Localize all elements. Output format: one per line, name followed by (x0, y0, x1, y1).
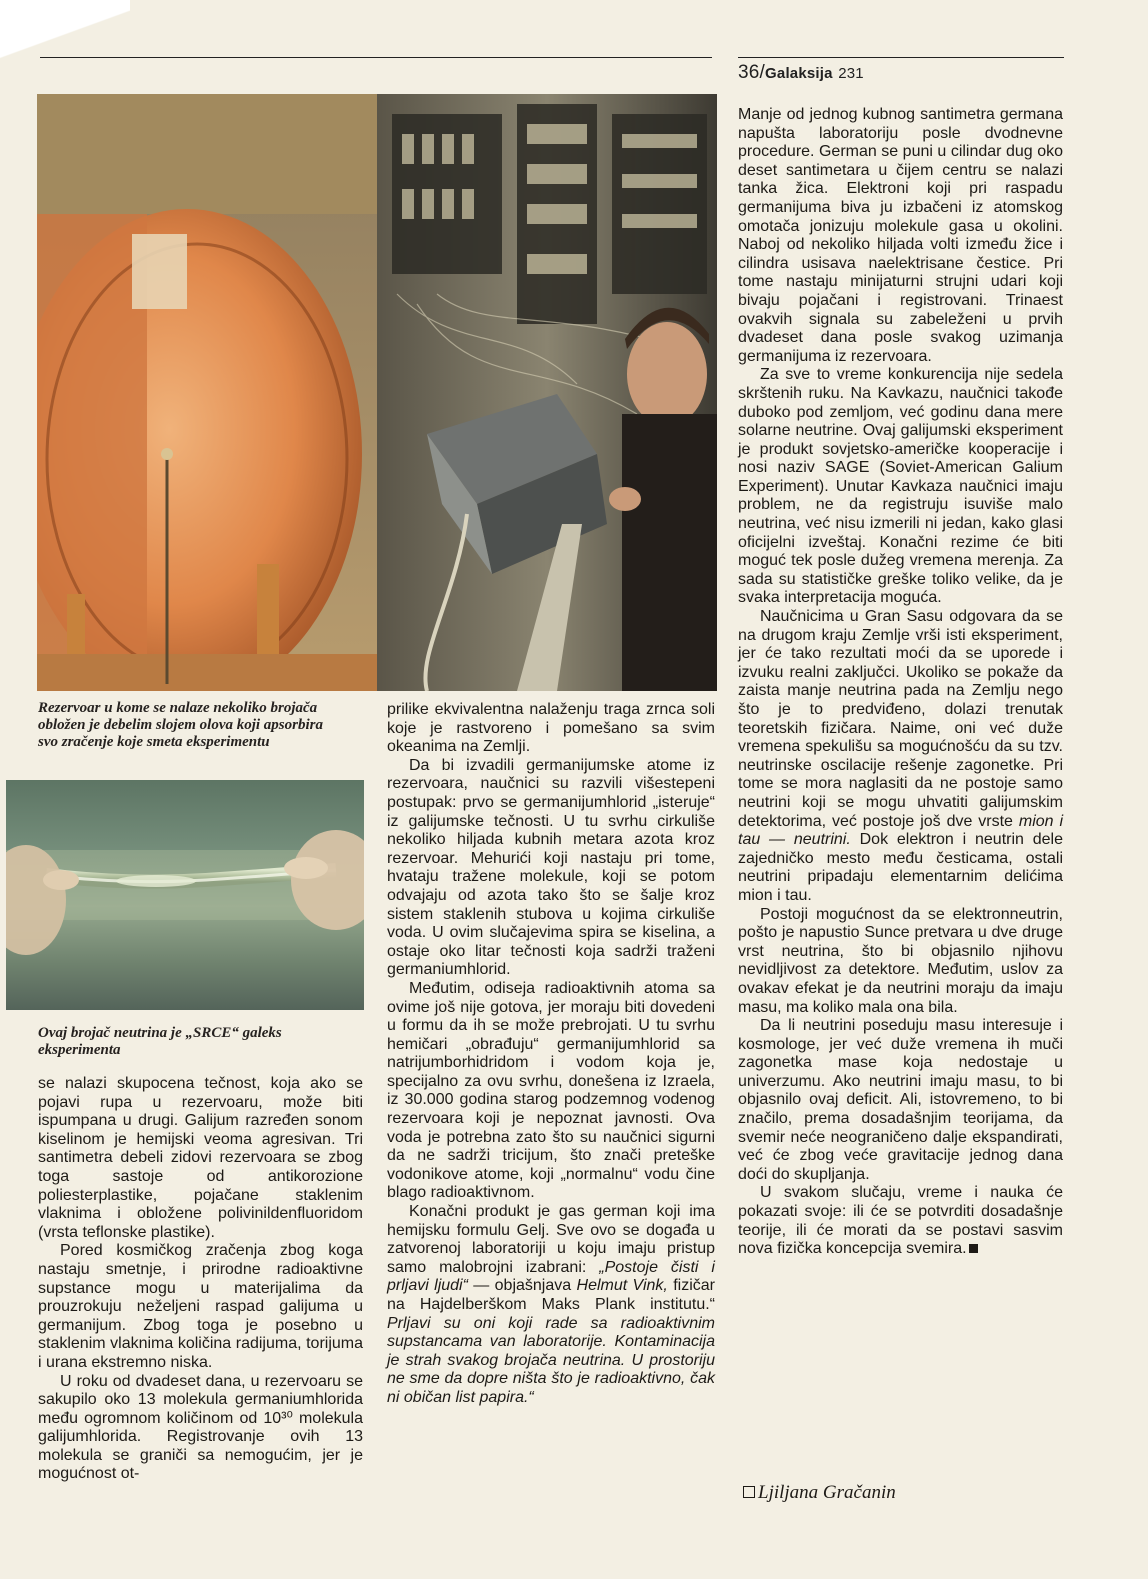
header-rule-right (738, 57, 1064, 58)
column-3-text: Naučnicima u Gran Sasu odgovara da se na drugom kraju Zemlje vrši isti eksperiment, jer će tako rezultati moći da se uporede i izvuku realni zaključci. Ukoliko se pokaže da zaista manje neutrina pada na Zemlju nego što je to predviđeno, dolazi trenutak teoretskih fizičara. Naime, oni već duže vremena spekulišu sa mogućnošću da su tzv. neutrinske oscilacije rešenje zagonetke. Pri tome se mora naglasiti da ne postoje samo neutrini koji se mogu uhvatiti galijumskim detektorima, već postoje još dve vrste (738, 608, 1063, 830)
column-3-text: U svakom slučaju, vreme i nauka će pokazati svoje: ili će se potvrditi dosadašnje teorije, ili će morati da se postavi sasvim nova fizička koncepcija svemira. (738, 1184, 1063, 1258)
column-3-paragraph (738, 608, 1063, 906)
column-2-paragraph: prilike ekvivalentna nalaženju traga zrnca soli koje je rastvoreno i pomešano sa svim okeanima na Zemlji. (387, 701, 715, 756)
photo-tank-laboratory (37, 94, 717, 691)
magazine-name: Galaksija (765, 65, 833, 82)
column-2-paragraph (387, 1203, 715, 1408)
emphasis-text: mion i tau — neutrini. (738, 812, 1064, 849)
quote-text: „Postoje čisti i prljavi ljudi“ (387, 1258, 715, 1295)
column-1-paragraph: Pored kosmičkog zračenja zbog koga nastaju smetnje, i prirodne radioaktivne supstance mogu u materijalima da prouzrokuju neželjeni raspad galijuma u germanijum. Zbog toga je posebno u staklenim vlaknima količina radijuma, torijuma i urana ekstremno niska. (38, 1242, 363, 1371)
article-column-1 (38, 1075, 363, 1484)
byline-box-icon (743, 1486, 755, 1498)
column-2-text: — objašnjava (467, 1277, 577, 1295)
column-2-text: fizičar na Hajdelberškom Maks Plank institutu.“ (387, 1277, 715, 1313)
folio-slash: / (759, 62, 766, 83)
header-rule-left (40, 57, 712, 58)
column-2-text: Konačni produkt je gas german koji ima hemijsku formulu Gelj. Sve ovo se događa u zatvorenoj laboratoriji u koju imaju pristup samo malobrojni izabrani: (387, 1203, 715, 1276)
quoted-name: Helmut Vink, (576, 1277, 668, 1295)
quote-text: Prljavi su oni koji rade sa radioaktivnim supstancama van laboratorije. Kontaminacija je strah svakog brojača neutrina. U prostoriju ne sme da dopre ništa što je radioaktivno, čak ni običan list papira.“ (387, 1314, 715, 1406)
page-folio (738, 62, 864, 84)
author-name: Ljiljana Gračanin (758, 1482, 896, 1503)
column-3-paragraph: Za sve to vreme konkurencija nije sedela skrštenih ruku. Na Kavkazu, naučnici takođe duboko pod zemljom, već godinu dana mere solarne neutrine. Ovaj galijumski eksperiment je produkt sovjetsko-američke kooperacije i nosi naziv SAGE (Soviet-American Galium Experiment). Unutar Kavkaza naučnici imaju problem, ne da registruju isuviše malo neutrina, već nisu izmerili ni jedan, kako glasi oficijelni izveštaj. Konačni rezime će biti moguć tek posle dužeg vremena merenja. Za sada su statističke greške toliko velike, da je svaka interpretacija moguća. (738, 366, 1063, 607)
column-3-text: Dok elektron i neutrin dele zajedničko mesto među česticama, ostali neutrini pripadaju elementarnim delićima mion i tau. (738, 831, 1064, 904)
column-3-paragraph (738, 1184, 1063, 1258)
article-column-2 (387, 701, 715, 1408)
column-3-paragraph: Da li neutrini poseduju masu interesuje i kosmologe, jer već duže vremena ih muči zagonetka mase koja nedostaje u univerzumu. Ako neutrini imaju masu, to bi objasnilo ovaj deficit. Ali, istovremeno, to bi značilo, prema dosadašnjim teorijama, da svemir neće neograničeno dalje ekspandirati, već će zbog veće gravitacije jednog dana doći do skupljanja. (738, 1017, 1063, 1183)
column-3-paragraph: Manje od jednog kubnog santimetra germana napušta laboratoriju posle dvodnevne procedure. German se puni u cilindar dug oko deset santimetara u čijem centru se nalazi tanka žica. Elektroni koji pri raspadu germanijuma biva ju izbačeni iz atomskog omotača jonizuju molekule gasa u okolini. Naboj od nekoliko hiljada volti između žice i cilindra usisava naelektrisane čestice. Pri tome nastaju minijaturni strujni udari koji bivaju pojačani i registrovani. Trinaest ovakvih signala su zabeleženi u prvih dvadeset dana posle svakog uzimanja germanijuma iz rezervoara. (738, 106, 1063, 365)
article-column-3 (738, 106, 1063, 1259)
column-2-paragraph: Da bi izvadili germanijumske atome iz rezervoara, naučnici su razvili višestepeni postupak: prvo se germanijumhlorid „isteruje“ iz galijumske tečnosti. U tu svrhu cirkuliše nekoliko hiljada kubnih metara azota kroz rezervoar. Mehurići koji nastaju pri tome, hvataju tražene molekule, koji se potom odvajaju od azota tako što se šalje kroz sistem staklenih stubova u kojima cirkuliše voda. U ovim slučajevima spira se kiselina, a ostaje oko litar tečnosti koja sadrži traženi germaniumhlorid. (387, 756, 715, 979)
column-3-paragraph: Postoji mogućnost da se elektronneutrin, pošto je napustio Sunce pretvara u dve druge vrst neutrina, što bi objasnilo njihovu nevidljivost za detektore. Međutim, uslov za ovakav efekat je da neutrini moraju da imaju masu, ma koliko mala ona bila. (738, 905, 1063, 1016)
end-of-article-mark (969, 1244, 978, 1253)
photo-small-caption: Ovaj brojač neutrina je „SRCE“ galeks eksperimenta (38, 1025, 282, 1058)
column-1-paragraph: U roku od dvadeset dana, u rezervoaru se sakupilo oko 13 molekula germaniumhlorida među ogromnom količinom od 10³⁰ molekula galijumhlorida. Registrovanje ovih 13 molekula se graniči sa nemogućim, jer je mogućnost ot- (38, 1372, 363, 1483)
column-1-paragraph: se nalazi skupocena tečnost, koja ako se pojavi rupa u rezervoaru, može biti ispumpana u drugi. Galijum razređen sonom kiselinom je hemijski veoma agresivan. Tri santimetra debeli zidovi rezervoara se zbog toga sastoje od antikorozione poliesterplastike, pojačane staklenim vlaknima i obložene polivinildenfluoridom (vrsta teflonske plastike). (38, 1075, 363, 1241)
column-2-paragraph: Međutim, odiseja radioaktivnih atoma sa ovime još nije gotova, jer moraju biti dovedeni u formu da ih se može prebrojati. U tu svrhu hemičari „obrađuju“ germanijumhlorid sa natrijumborhidridom i vodom koja je, specijalno za ovu svrhu, donešena iz Izraela, iz 30.000 godina starog podzemnog vodenog rezervoara koji je nepoznat javnosti. Ova voda je potrebna zato što su naučnici sigurni da ne sadrži tricijum, što znači preteške vodonikove atome, koji „normalnu“ vodu čine blago radioaktivnom. (387, 979, 715, 1202)
page-corner-fold (0, 0, 130, 80)
issue-number: 231 (838, 65, 864, 82)
author-byline (743, 1482, 896, 1504)
photo-neutrino-counter (6, 780, 364, 1010)
photo-main-caption: Rezervoar u kome se nalaze nekoliko brojača obložen je debelim slojem olova koji apsorbira svo zračenje koje smeta eksperimentu (38, 700, 323, 750)
page-number: 36 (738, 62, 760, 83)
